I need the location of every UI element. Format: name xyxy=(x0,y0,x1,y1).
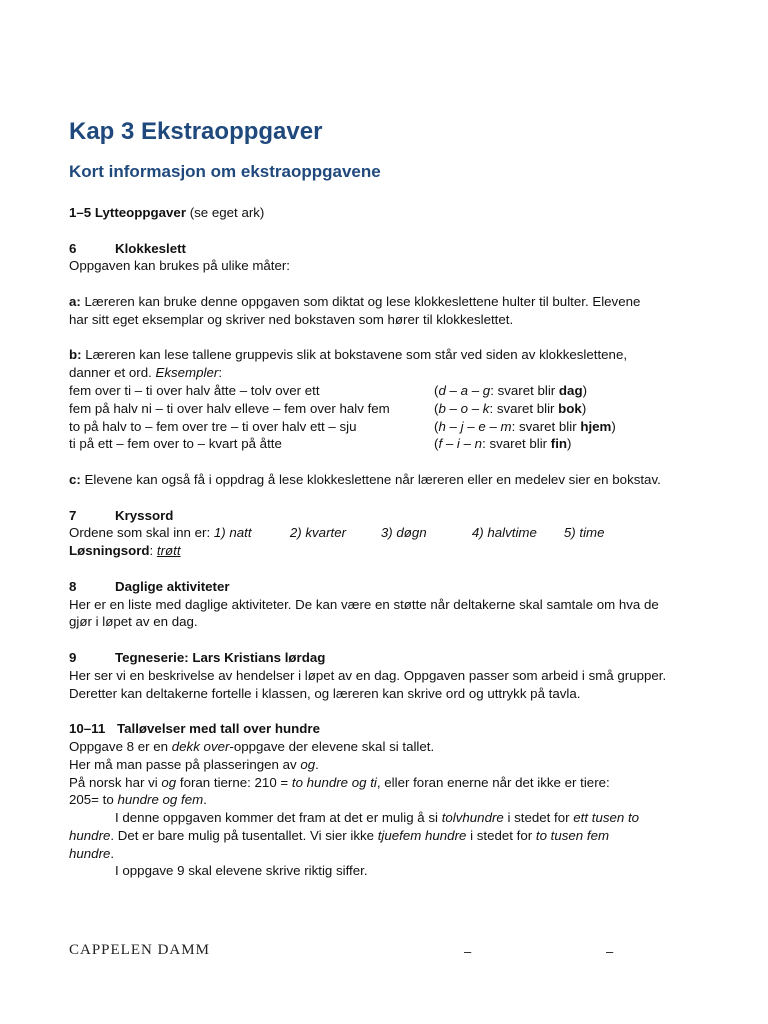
answer-word: dag xyxy=(558,382,583,398)
section-number: 7 xyxy=(69,507,77,523)
text: Ordene som skal inn er: xyxy=(69,525,214,541)
section-9-heading xyxy=(69,649,709,667)
text: : xyxy=(218,365,223,381)
word: 5) time xyxy=(563,525,605,541)
section-title: Talløvelser med tall over hundre xyxy=(117,721,320,737)
italic-text: hundre xyxy=(69,845,111,861)
solution-label: Løsningsord xyxy=(69,543,150,559)
section-title: Daglige aktiviteter xyxy=(115,578,230,594)
label-b: b: xyxy=(69,347,82,363)
text: : svaret blir xyxy=(482,436,551,452)
example-times: fem over ti – ti over halv åtte – tolv over ett xyxy=(69,382,320,398)
example-answer: (f – i – n: svaret blir fin) xyxy=(434,436,572,452)
example-times: ti på ett – fem over to – kvart på åtte xyxy=(69,436,282,452)
text: . xyxy=(315,756,319,772)
publisher-logo: CAPPELEN DAMM xyxy=(69,942,210,958)
italic-text: og xyxy=(300,756,316,772)
text: . Det er bare mulig på tusentallet. Vi sier ikke xyxy=(110,827,378,843)
example-row xyxy=(69,382,709,400)
text: danner et ord. xyxy=(69,365,156,381)
italic-text: dekk over xyxy=(171,738,230,754)
text: : svaret blir xyxy=(489,400,559,416)
paragraph: Her er en liste med daglige aktiviteter. De kan være en støtte når deltakerne skal samtale om hva de xyxy=(69,596,659,612)
example-times: to på halv to – fem over tre – ti over halv ett – sju xyxy=(69,418,357,434)
section-1-5-note: (se eget ark) xyxy=(186,205,265,220)
text: ) xyxy=(582,382,587,398)
paragraph xyxy=(69,845,709,863)
text: I denne oppgaven kommer det fram at det er mulig å si xyxy=(115,810,442,826)
paragraph-a xyxy=(69,293,709,311)
section-number: 10–11 xyxy=(69,721,106,737)
letters: h – j – e – m xyxy=(438,418,512,434)
paragraph: har sitt eget eksemplar og skriver ned bokstaven som hører til klokkeslettet. xyxy=(69,311,514,327)
example-answer: (d – a – g: svaret blir dag) xyxy=(434,382,587,398)
text: 205= to xyxy=(69,792,118,808)
word: 2) kvarter xyxy=(289,525,347,541)
footer-dash: – xyxy=(464,944,472,959)
paragraph-c xyxy=(69,471,709,489)
example-answer: (b – o – k: svaret blir bok) xyxy=(434,400,587,416)
letters: f – i – n xyxy=(438,436,483,452)
italic-text: og xyxy=(161,774,177,790)
text: Læreren kan lese tallene gruppevis slik at bokstavene som står ved siden av klokkeslettene, xyxy=(81,347,628,363)
text: foran tierne: 210 = xyxy=(176,774,292,790)
paragraph xyxy=(69,364,709,382)
footer-dash: – xyxy=(606,944,614,959)
paragraph: gjør i løpet av en dag. xyxy=(69,614,198,630)
section-number: 9 xyxy=(69,649,77,665)
italic-text: hundre xyxy=(69,827,111,843)
letters: d – a – g xyxy=(438,382,491,398)
section-7-heading xyxy=(69,507,709,525)
italic-text: hundre og fem xyxy=(117,792,204,808)
crossword-words xyxy=(69,524,709,542)
text: : xyxy=(149,543,157,559)
answer-word: fin xyxy=(550,436,568,452)
paragraph xyxy=(69,827,709,845)
answer-word: hjem xyxy=(580,418,612,434)
document-body xyxy=(69,204,709,880)
text: Elevene kan også få i oppdrag å lese klokkeslettene når læreren eller en medelev sier en bokstav. xyxy=(80,471,661,487)
solution-word-line xyxy=(69,542,709,560)
paragraph xyxy=(69,791,709,809)
paragraph-b xyxy=(69,346,709,364)
text: Læreren kan bruke denne oppgaven som diktat og lese klokkeslettene hulter til bulter. Elevene xyxy=(80,293,641,309)
example-times: fem på halv ni – ti over halv elleve – fem over halv fem xyxy=(69,400,390,416)
italic-text: tjuefem hundre xyxy=(377,827,467,843)
page-title: Kap 3 Ekstraoppgaver xyxy=(69,118,323,145)
text: : svaret blir xyxy=(511,418,581,434)
text: i stedet for xyxy=(503,810,574,826)
text: ) xyxy=(581,400,587,416)
paragraph: I oppgave 9 skal elevene skrive riktig siffer. xyxy=(115,863,368,879)
word: 3) døgn xyxy=(380,525,427,541)
label-a: a: xyxy=(69,293,81,309)
section-10-11-heading xyxy=(69,720,709,738)
paragraph xyxy=(69,774,709,792)
text: -oppgave der elevene skal si tallet. xyxy=(229,738,435,754)
text: På norsk har vi xyxy=(69,774,162,790)
section-number: 8 xyxy=(69,578,77,594)
paragraph xyxy=(69,756,709,774)
text: ) xyxy=(611,418,616,434)
answer-word: bok xyxy=(558,400,582,416)
section-title: Klokkeslett xyxy=(115,240,186,256)
label-c: c: xyxy=(69,471,81,487)
paragraph: Deretter kan deltakerne fortelle i klassen, og læreren kan skrive ord og uttrykk på tavla. xyxy=(69,685,581,701)
italic-text: tolvhundre xyxy=(441,810,504,826)
section-1-5 xyxy=(69,204,709,222)
example-answer: (h – j – e – m: svaret blir hjem) xyxy=(434,418,616,434)
paragraph: Her ser vi en beskrivelse av hendelser i løpet av en dag. Oppgaven passer som arbeid i små grupper. xyxy=(69,667,667,683)
text: i stedet for xyxy=(466,827,536,843)
example-row xyxy=(69,400,709,418)
paragraph xyxy=(69,738,709,756)
italic-text: to hundre og ti xyxy=(291,774,377,790)
text: Her må man passe på plasseringen av xyxy=(69,756,301,772)
section-title: Kryssord xyxy=(115,507,174,523)
word: 4) halvtime xyxy=(471,525,537,541)
text: ) xyxy=(567,436,572,452)
text: , eller foran enerne når det ikke er tiere: xyxy=(376,774,610,790)
paragraph xyxy=(69,809,709,827)
section-number: 6 xyxy=(69,240,77,256)
page-footer xyxy=(69,942,689,966)
italic-text: Eksempler xyxy=(155,365,219,381)
italic-text: to tusen fem xyxy=(535,827,610,843)
page-subtitle: Kort informasjon om ekstraoppgavene xyxy=(69,162,381,181)
paragraph: Oppgaven kan brukes på ulike måter: xyxy=(69,258,291,274)
text: . xyxy=(110,845,115,861)
italic-text: ett tusen to xyxy=(573,810,640,826)
letters: b – o – k xyxy=(438,400,490,416)
text: Oppgave 8 er en xyxy=(69,738,172,754)
word: 1) natt xyxy=(213,525,252,541)
solution-word: trøtt xyxy=(156,543,181,559)
example-row xyxy=(69,418,709,436)
example-row xyxy=(69,435,709,453)
text: . xyxy=(203,792,207,808)
section-1-5-heading: 1–5 Lytteoppgaver xyxy=(69,205,187,220)
section-8-heading xyxy=(69,578,709,596)
text: : svaret blir xyxy=(490,382,559,398)
section-title: Tegneserie: Lars Kristians lørdag xyxy=(115,649,326,665)
section-6-heading xyxy=(69,240,709,258)
